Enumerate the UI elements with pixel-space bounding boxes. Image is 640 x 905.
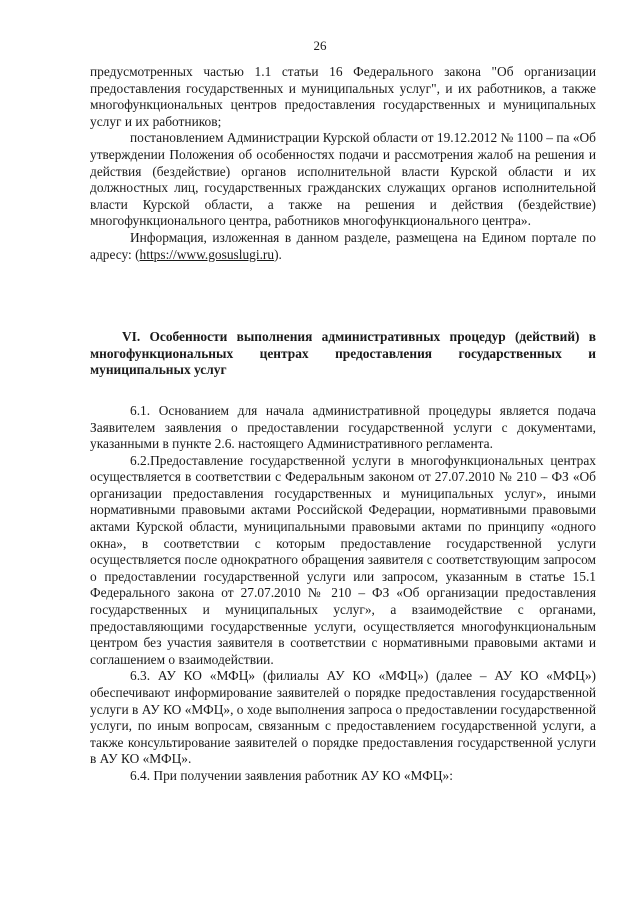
- section-title: Особенности выполнения административных процедур (действий) в многофункциональных центрах предоставления государственных и муниципальных услуг: [90, 329, 596, 378]
- paragraph: предусмотренных частью 1.1 статьи 16 Федерального закона "Об организации предоставления государственных и муниципальных услуг", и их работников, а также многофункциональных центров предоставления государственных и муниципальных услуг и их работников;: [90, 64, 596, 129]
- paragraph: 6.2.Предоставление государственной услуги в многофункциональных центрах осуществляется в соответствии с Федеральным законом от 27.07.2010 № 210 – ФЗ «Об организации предоставления государственных и муниципальных услуг», иными нормативными правовыми актами Российской Федерации, нормативными правовыми актами Курской области, муниципальными правовыми актами по принципу «одного окна», в соответствии с которым предоставление государственной услуги осуществляется после однократного обращения заявителя с соответствующим запросом о предоставлении государственной услуги или запросом, указанным в статье 15.1 Федерального закона от 27.07.2010 № 210 – ФЗ «Об организации предоставления государственных и муниципальных услуг», а взаимодействие с органами, предоставляющими государственные услуги, осуществляется многофункциональным центром без участия заявителя в соответствии с нормативными правовыми актами и соглашением о взаимодействии.: [90, 452, 596, 667]
- paragraph: 6.4. При получении заявления работник АУ КО «МФЦ»:: [130, 767, 453, 783]
- paragraph: 6.1. Основанием для начала административной процедуры является подача Заявителем заявления о предоставлении государственной услуги с документами, указанными в пункте 2.6. настоящего Административного регламента.: [90, 402, 596, 452]
- page-number: 26: [313, 38, 327, 53]
- gosuslugi-link[interactable]: https://www.gosuslugi.ru: [139, 246, 275, 262]
- info-paragraph: [90, 230, 596, 263]
- info-text-end: ).: [274, 246, 282, 262]
- paragraph: постановлением Администрации Курской области от 19.12.2012 № 1100 – па «Об утверждении Положения об особенностях подачи и рассмотрения жалоб на решения и действия (бездействие) органов исполнительной власти Курской области и их должностных лиц, государственных гражданских служащих органов исполнительной власти Курской области, а также на решения и действия (бездействие) многофункционального центра, работников многофункционального центра».: [90, 130, 596, 229]
- info-text: Информация, изложенная в данном разделе, размещена на Едином портале по адресу: (: [90, 229, 596, 262]
- paragraph: 6.3. АУ КО «МФЦ» (филиалы АУ КО «МФЦ») (далее – АУ КО «МФЦ») обеспечивают информирование заявителей о порядке предоставления государственной услуги в АУ КО «МФЦ», о ходе выполнения запроса о предоставлении государственной услуги, по иным вопросам, связанным с предоставлением государственной услуги, а также консультирование заявителей о порядке предоставления государственной услуги в АУ КО «МФЦ».: [90, 668, 596, 767]
- document-body: [90, 64, 596, 785]
- section-heading: [90, 329, 596, 379]
- section-number: VI.: [122, 329, 141, 345]
- section-body: [90, 403, 596, 785]
